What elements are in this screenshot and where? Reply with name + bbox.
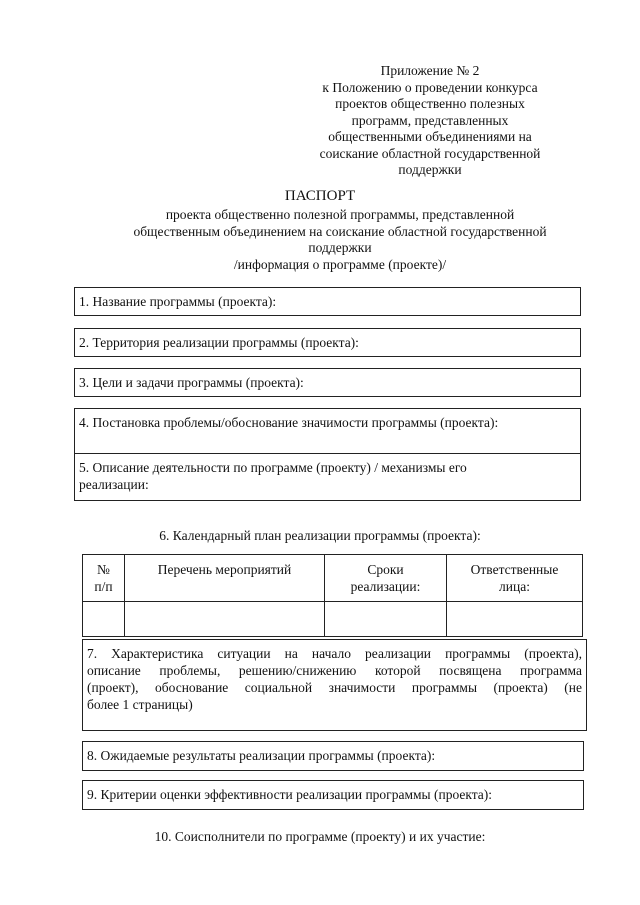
calendar-plan-table (82, 554, 583, 637)
subtitle-line: /информация о программе (проекте)/ (233, 256, 447, 272)
section-8-label: 8. Ожидаемые результаты реализации программы (проекта): (87, 748, 436, 763)
section-1-field[interactable] (74, 287, 581, 316)
appendix-line: к Положению о проведении конкурса (322, 79, 538, 95)
section-5-label-line: реализации: (79, 477, 149, 492)
appendix-line: поддержки (398, 162, 462, 177)
section-5-label-line: 5. Описание деятельности по программе (проекту) / механизмы его (79, 460, 467, 475)
section-9-field[interactable] (82, 780, 584, 810)
section-6-heading: 6. Календарный план реализации программы (проекта): (159, 528, 481, 543)
column-header-terms (325, 555, 447, 602)
section-7-label-line: более 1 страницы) (87, 697, 193, 712)
section-4-field[interactable] (74, 408, 581, 453)
subtitle-line: проекта общественно полезной программы, представленной (165, 207, 515, 222)
section-3-field[interactable] (74, 368, 581, 397)
appendix-line: проектов общественно полезных (335, 96, 525, 111)
page-title: ПАСПОРТ (284, 188, 356, 204)
section-1-label: 1. Название программы (проекта): (79, 294, 277, 309)
section-8-field[interactable] (82, 741, 584, 771)
subtitle-line: общественным объединением на соискание областной государственной (133, 223, 547, 239)
section-2-label: 2. Территория реализации программы (проекта): (79, 335, 359, 350)
table-cell[interactable] (125, 602, 325, 637)
section-9-label: 9. Критерии оценки эффективности реализации программы (проекта): (87, 787, 493, 802)
section-3-label: 3. Цели и задачи программы (проекта): (79, 375, 304, 390)
table-header-row (83, 555, 583, 602)
appendix-line: соискание областной государственной (319, 145, 541, 161)
appendix-header (300, 63, 560, 179)
table-cell[interactable] (83, 602, 125, 637)
section-2-field[interactable] (74, 328, 581, 357)
table-cell[interactable] (447, 602, 583, 637)
section-5-field[interactable] (74, 453, 581, 501)
appendix-line: программ, представленных (351, 112, 509, 128)
section-7-label-line: (проект), обоснование социальной значимости программы (проекта) (не (87, 680, 582, 695)
page-subtitle (70, 207, 610, 273)
column-header-responsible-line: лица: (499, 579, 530, 594)
column-header-responsible (447, 555, 583, 602)
section-7-field[interactable] (82, 639, 587, 731)
appendix-line: Приложение № 2 (380, 63, 480, 78)
table-cell[interactable] (325, 602, 447, 637)
column-header-terms-line: реализации: (350, 579, 421, 594)
appendix-line: общественными объединениями на (328, 129, 532, 144)
column-header-terms-line: Сроки (367, 562, 404, 577)
column-header-events (125, 555, 325, 602)
column-header-events-text: Перечень мероприятий (157, 562, 292, 577)
table-row[interactable] (83, 602, 583, 637)
column-header-responsible-line: Ответственные (470, 562, 559, 577)
subtitle-line: поддержки (308, 240, 372, 255)
section-7-label-line: описание проблемы, решению/снижению которой посвящена программа (87, 663, 582, 678)
section-4-label: 4. Постановка проблемы/обоснование значимости программы (проекта): (79, 415, 499, 430)
column-header-number-line: п/п (94, 579, 113, 594)
section-7-label-line: 7. Характеристика ситуации на начало реализации программы (проекта), (87, 646, 582, 661)
column-header-number-line: № (97, 562, 110, 577)
column-header-number (83, 555, 125, 602)
section-10-heading: 10. Соисполнители по программе (проекту) и их участие: (154, 829, 486, 844)
